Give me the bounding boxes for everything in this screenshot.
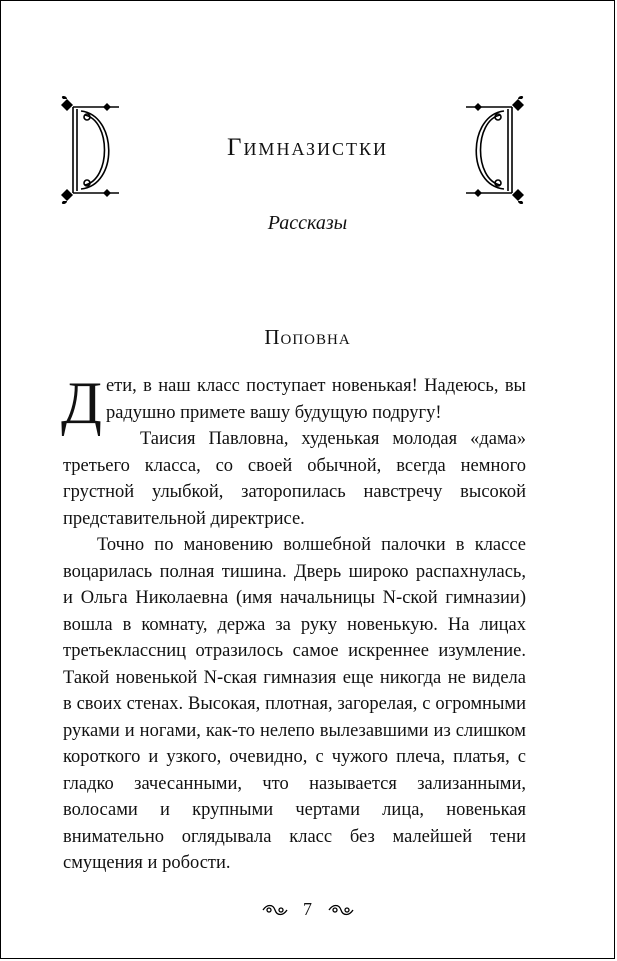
chapter-title: Поповна <box>264 325 351 349</box>
subtitle: Рассказы <box>267 212 348 234</box>
page-number: 7 <box>303 899 312 920</box>
vine-flourish-icon <box>327 903 355 917</box>
paragraph-text: ети, в наш класс поступает новенькая! Надеюсь, вы радушно примете вашу будущую подругу! <box>105 376 526 423</box>
paragraph: Таисия Павловна, худенькая молодая «дама» третьего класса, со своей обычной, всегда немного грустной улыбкой, заторопилась навстречу высокой представительной директрисе. <box>63 429 526 529</box>
vine-flourish-icon <box>261 903 289 917</box>
page-footer <box>1 898 614 920</box>
paragraph: Точно по мановению волшебной палочки в классе воцарилась полная тишина. Дверь широко распахнулась, и Ольга Николаевна (имя начальницы N-ской гимназии) вошла в комнату, держа за руку новенькую. На лицах третьеклассниц отразилось самое искреннее изумление. Такой новенькой N-ская гимназия еще никогда не видела в своих стенах. Высокая, плотная, загорелая, с огромными руками и ногами, как-то нелепо вылезавшими из слишком короткого и узкого, очевидно, с чужого плеча, платья, с гладко зачесанными, что называется зализанными, волосами и крупными чертами лица, новенькая внимательно оглядывала класс без малейшей тени смущения и робости. <box>63 535 526 873</box>
drop-cap: Д <box>61 370 102 436</box>
paragraph <box>61 370 526 436</box>
body-text <box>61 370 526 877</box>
book-title: Гимназистки <box>226 134 389 161</box>
